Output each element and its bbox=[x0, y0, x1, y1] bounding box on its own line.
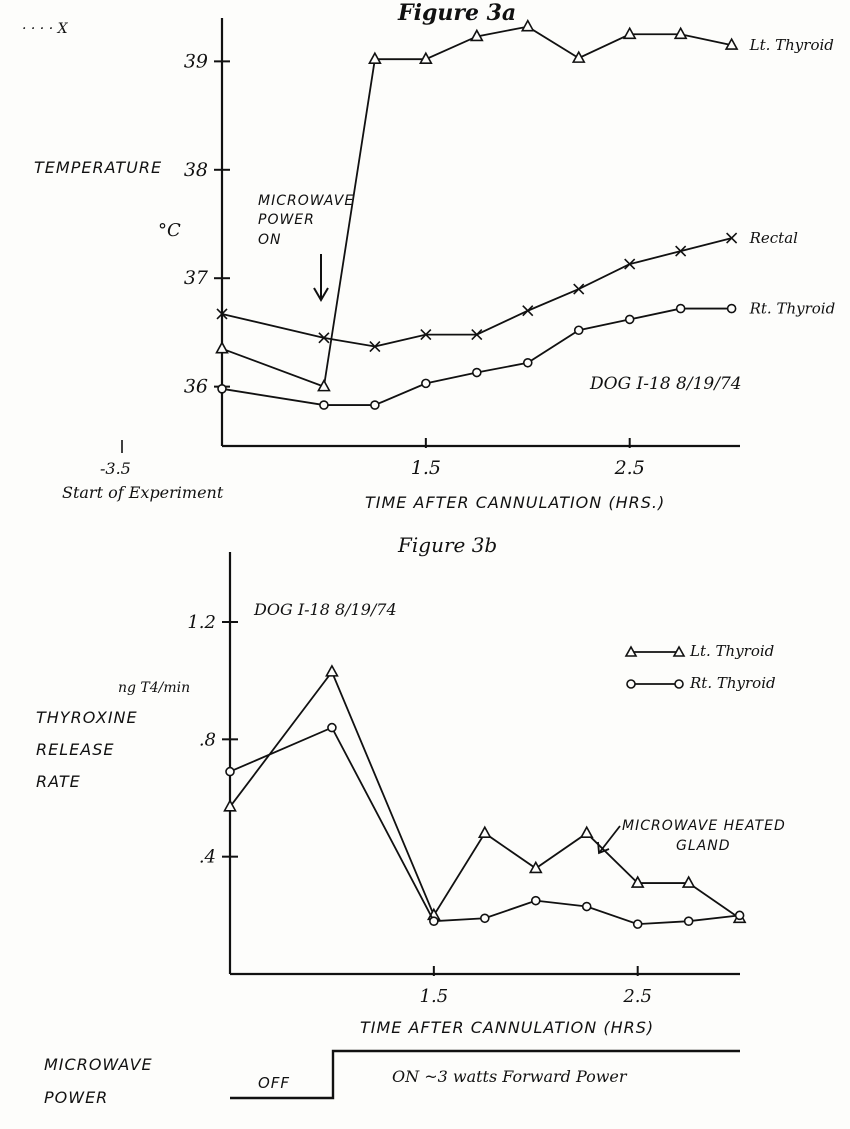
power-on-label: ON ~3 watts Forward Power bbox=[392, 1067, 627, 1086]
y-tick-label: 39 bbox=[183, 50, 208, 73]
pointer-arrow-icon bbox=[598, 826, 620, 853]
y-tick-label: .8 bbox=[198, 729, 216, 751]
legend-item-rt-thyroid bbox=[627, 674, 776, 692]
figure-3a-ticks bbox=[184, 50, 645, 479]
circle-marker bbox=[320, 401, 328, 409]
circle-marker-icon bbox=[675, 680, 683, 688]
circle-marker bbox=[728, 305, 736, 313]
circle-marker bbox=[583, 903, 591, 911]
figure-3b-xlabel: TIME AFTER CANNULATION (HRS) bbox=[360, 1018, 655, 1037]
figure-3b-legend bbox=[626, 642, 776, 692]
triangle-marker bbox=[369, 53, 380, 63]
x-marker bbox=[523, 306, 533, 316]
circle-marker bbox=[226, 768, 234, 776]
figure-3b-yunit: ng T4/min bbox=[118, 680, 191, 696]
annotation-line-2: GLAND bbox=[676, 838, 731, 854]
heated-gland-annotation bbox=[598, 818, 786, 854]
x-tick-label: 2.5 bbox=[614, 457, 645, 479]
circle-marker bbox=[634, 920, 642, 928]
circle-marker bbox=[473, 369, 481, 377]
triangle-marker bbox=[217, 343, 228, 353]
annotation-line-1: MICROWAVE HEATED bbox=[622, 818, 786, 834]
y-tick-label: 1.2 bbox=[187, 612, 216, 633]
triangle-marker bbox=[326, 666, 337, 676]
circle-marker-icon bbox=[627, 680, 635, 688]
triangle-marker bbox=[675, 28, 686, 38]
corner-mark: · · · · X bbox=[22, 21, 68, 37]
circle-marker bbox=[422, 379, 430, 387]
x-marker bbox=[574, 284, 584, 294]
x-tick-label: 2.5 bbox=[623, 986, 653, 1007]
figure-3b-title: Figure 3b bbox=[398, 533, 498, 557]
triangle-marker bbox=[581, 827, 592, 837]
figure-3b-dog-label: DOG I-18 8/19/74 bbox=[254, 600, 397, 619]
annotation-line-3: ON bbox=[258, 232, 282, 248]
down-arrow-icon bbox=[314, 254, 328, 300]
circle-marker bbox=[626, 315, 634, 323]
circle-marker bbox=[736, 911, 744, 919]
y-tick-label: .4 bbox=[198, 846, 216, 868]
series-rt-thyroid bbox=[218, 300, 835, 409]
figure-3a-ylabel: TEMPERATURE bbox=[34, 158, 163, 177]
start-of-experiment-label: Start of Experiment bbox=[62, 483, 224, 502]
annotation-line-1: MICROWAVE bbox=[258, 193, 355, 209]
series-end-label: Rt. Thyroid bbox=[749, 299, 836, 318]
series-line bbox=[230, 672, 740, 918]
circle-marker bbox=[685, 917, 693, 925]
power-label-line-1: MICROWAVE bbox=[44, 1055, 153, 1074]
figure-3b-ticks bbox=[187, 612, 652, 1007]
y-tick-label: 38 bbox=[183, 158, 208, 181]
figure-3b-plot bbox=[225, 666, 746, 928]
legend-label: Lt. Thyroid bbox=[690, 642, 775, 660]
circle-marker bbox=[218, 385, 226, 393]
ylabel-line-2: RELEASE bbox=[36, 740, 115, 759]
figure-3a-dog-label: DOG I-18 8/19/74 bbox=[590, 374, 742, 394]
circle-marker bbox=[430, 917, 438, 925]
circle-marker bbox=[677, 305, 685, 313]
x-tick-label: 1.5 bbox=[410, 457, 441, 479]
start-tick-label: -3.5 bbox=[100, 459, 131, 478]
power-label-line-2: POWER bbox=[44, 1088, 109, 1107]
y-tick-label: 36 bbox=[183, 375, 208, 398]
x-tick-label: 1.5 bbox=[419, 986, 449, 1007]
series-end-label: Lt. Thyroid bbox=[749, 36, 834, 55]
circle-marker bbox=[524, 359, 532, 367]
series-end-label: Rectal bbox=[749, 229, 798, 248]
triangle-marker bbox=[479, 827, 490, 837]
circle-marker bbox=[575, 326, 583, 334]
circle-marker bbox=[328, 724, 336, 732]
figure-3b-ylabel bbox=[36, 708, 138, 791]
figure-3a-title: Figure 3a bbox=[398, 0, 517, 26]
circle-marker bbox=[371, 401, 379, 409]
annotation-line-2: POWER bbox=[258, 212, 315, 228]
figure-3a-yunit: °C bbox=[158, 220, 181, 241]
triangle-marker bbox=[522, 21, 533, 31]
y-tick-label: 37 bbox=[183, 267, 208, 290]
figure-3a-xlabel: TIME AFTER CANNULATION (HRS.) bbox=[365, 493, 666, 512]
legend-label: Rt. Thyroid bbox=[690, 674, 776, 692]
circle-marker bbox=[532, 897, 540, 905]
microwave-power-trace bbox=[44, 1051, 740, 1107]
legend-item-lt-thyroid bbox=[626, 642, 774, 660]
ylabel-line-3: RATE bbox=[36, 772, 81, 791]
ylabel-line-1: THYROXINE bbox=[36, 708, 138, 727]
series-line bbox=[222, 238, 732, 346]
triangle-marker bbox=[624, 28, 635, 38]
series-rectal bbox=[217, 229, 798, 351]
triangle-marker bbox=[683, 877, 694, 887]
series-lt-thyroid bbox=[225, 666, 746, 922]
circle-marker bbox=[481, 914, 489, 922]
power-off-label: OFF bbox=[258, 1074, 291, 1092]
triangle-marker bbox=[530, 862, 541, 872]
